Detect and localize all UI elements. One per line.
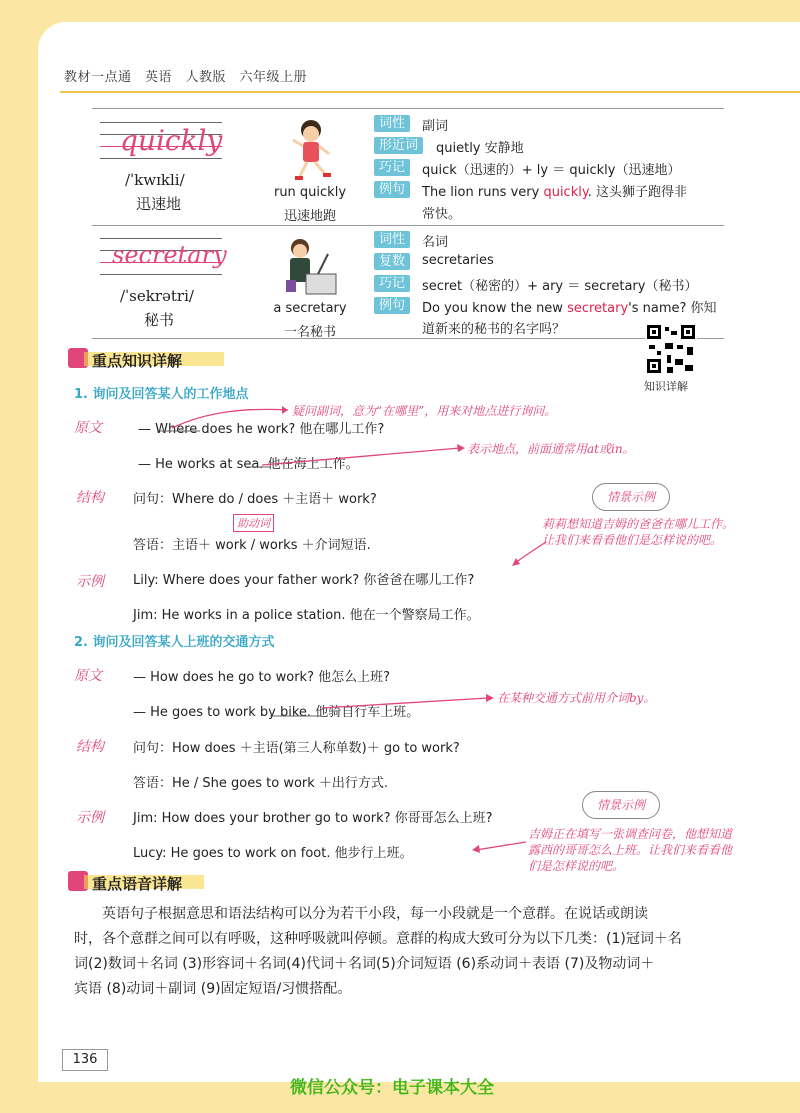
example-sentence-line2: 常快。 — [422, 207, 462, 222]
answer-structure: 答语：He / She goes to work ＋出行方式. — [133, 776, 389, 791]
qr-caption: 知识详解 — [644, 380, 688, 393]
scenario-text: 吉姆正在填写一张调查问卷，他想知道露西的哥哥怎么上班。让我们来看看他们是怎样说的吧。 — [528, 827, 733, 873]
vocab-meaning: 秘书 — [144, 311, 175, 329]
plural-form: secretaries — [422, 253, 494, 268]
footer-watermark: 微信公众号：电子课本大全 — [290, 1078, 494, 1098]
vocab-meaning: 迅速地 — [136, 195, 182, 213]
original-line2: — He goes to work by bike. 他骑自行车上班。 — [133, 705, 420, 720]
vocab-phonetic: /ˈsekrətri/ — [120, 287, 194, 305]
table-mid-rule — [92, 225, 724, 226]
vocab-word: quickly — [120, 124, 223, 157]
original-line1: — How does he go to work? 他怎么上班? — [133, 670, 391, 685]
label-example: 示例 — [76, 574, 104, 590]
point-title: 1. 询问及回答某人的工作地点 — [74, 387, 249, 402]
tag-example: 例句 — [374, 181, 410, 198]
annotation-by: 在某种交通方式前用介词by。 — [497, 691, 656, 705]
book-header: 教材一点通 英语 人教版 六年级上册 — [64, 70, 308, 85]
scenario-text: 莉莉想知道吉姆的爸爸在哪儿工作。让我们来看看他们是怎样说的吧。 — [542, 517, 735, 547]
memory-tip: quick（迅速的）+ ly ＝ quickly（迅速地） — [422, 163, 681, 178]
scenario-arrow — [510, 540, 550, 570]
image-caption-zh: 迅速地跑 — [283, 209, 336, 224]
label-example: 示例 — [76, 810, 104, 826]
qr-code[interactable] — [645, 323, 697, 375]
label-original: 原文 — [74, 420, 102, 436]
original-line2: — He works at sea. 他在海上工作。 — [138, 457, 359, 472]
scenario-bubble: 情景示例 — [582, 791, 660, 819]
girl-running-illustration — [285, 118, 337, 184]
label-structure: 结构 — [76, 739, 104, 755]
question-structure: 问句：How does ＋主语(第三人称单数)＋ go to work? — [133, 741, 460, 756]
similar-word: quietly 安静地 — [436, 141, 524, 156]
annotation-arrow-by — [260, 690, 500, 720]
part-of-speech: 名词 — [422, 235, 449, 250]
image-caption-en: run quickly — [273, 185, 347, 200]
point-title: 2. 询问及回答某人上班的交通方式 — [74, 635, 275, 650]
annotation-at-sea: 表示地点，前面通常用at或in。 — [467, 442, 635, 456]
pronunciation-paragraph: 英语句子根据意思和语法结构可以分为若干小段，每一小段就是一个意群。在说话或朗读 时，各个意群之间可以有呼吸，这种呼吸就叫停顿。意群的构成大致可分为以下几类：(1)冠词＋名 词(2)数词＋名词 (3)形容词＋名词(4)代词＋名词(5)介词短语 (6)系动词＋表语 (7)及物动词＋ 宾语 (8)动词＋副词 (9)固定短语/习惯搭配。 — [74, 906, 682, 997]
label-structure: 结构 — [76, 490, 104, 506]
vocab-phonetic: /ˈkwɪkli/ — [125, 171, 185, 189]
tag-similar-word: 形近词 — [374, 137, 423, 154]
tag-memory-tip: 巧记 — [374, 159, 410, 176]
example-sentence-line2: 道新来的秘书的名字吗？ — [422, 322, 566, 337]
section-title: 重点知识详解 — [92, 352, 183, 370]
part-of-speech: 副词 — [422, 119, 449, 134]
label-original: 原文 — [74, 668, 102, 684]
table-top-rule — [92, 108, 724, 109]
image-caption-zh: 一名秘书 — [283, 325, 336, 340]
annotation-arrows — [150, 400, 480, 470]
image-caption-en: a secretary — [273, 301, 347, 316]
answer-structure: 答语：主语＋ work / works ＋介词短语. — [133, 538, 371, 553]
memory-tip: secret（秘密的）+ ary ＝ secretary（秘书） — [422, 279, 698, 294]
example-sentence: Do you know the new secretary's name? 你知 — [422, 301, 717, 316]
page-number: 136 — [62, 1049, 108, 1071]
vocab-word: secretary — [112, 241, 227, 269]
table-bottom-rule — [92, 338, 724, 339]
aux-verb-label: 助动词 — [233, 514, 274, 532]
example-line1: Jim: How does your brother go to work? 你哥哥怎么上班? — [133, 811, 493, 826]
tag-part-of-speech: 词性 — [374, 231, 410, 248]
example-line2: Jim: He works in a police station. 他在一个警察局工作。 — [133, 608, 480, 623]
annotation-where: 疑问副词，意为“在哪里”，用来对地点进行询问。 — [292, 404, 557, 418]
question-structure: 问句：Where do / does ＋主语＋ work? — [133, 492, 377, 507]
tag-part-of-speech: 词性 — [374, 115, 410, 132]
secretary-illustration — [278, 234, 340, 300]
example-sentence: The lion runs very quickly. 这头狮子跑得非 — [422, 185, 687, 200]
tag-memory-tip: 巧记 — [374, 275, 410, 292]
tag-plural: 复数 — [374, 253, 410, 270]
original-line1: — Where does he work? 他在哪儿工作? — [138, 422, 385, 437]
example-line2: Lucy: He goes to work on foot. 他步行上班。 — [133, 846, 413, 861]
header-rule — [60, 91, 800, 93]
example-line1: Lily: Where does your father work? 你爸爸在哪儿工作? — [133, 573, 475, 588]
scenario-bubble: 情景示例 — [592, 483, 670, 511]
tag-example: 例句 — [374, 297, 410, 314]
scenario-arrow — [470, 836, 530, 856]
section-title: 重点语音详解 — [92, 875, 183, 893]
